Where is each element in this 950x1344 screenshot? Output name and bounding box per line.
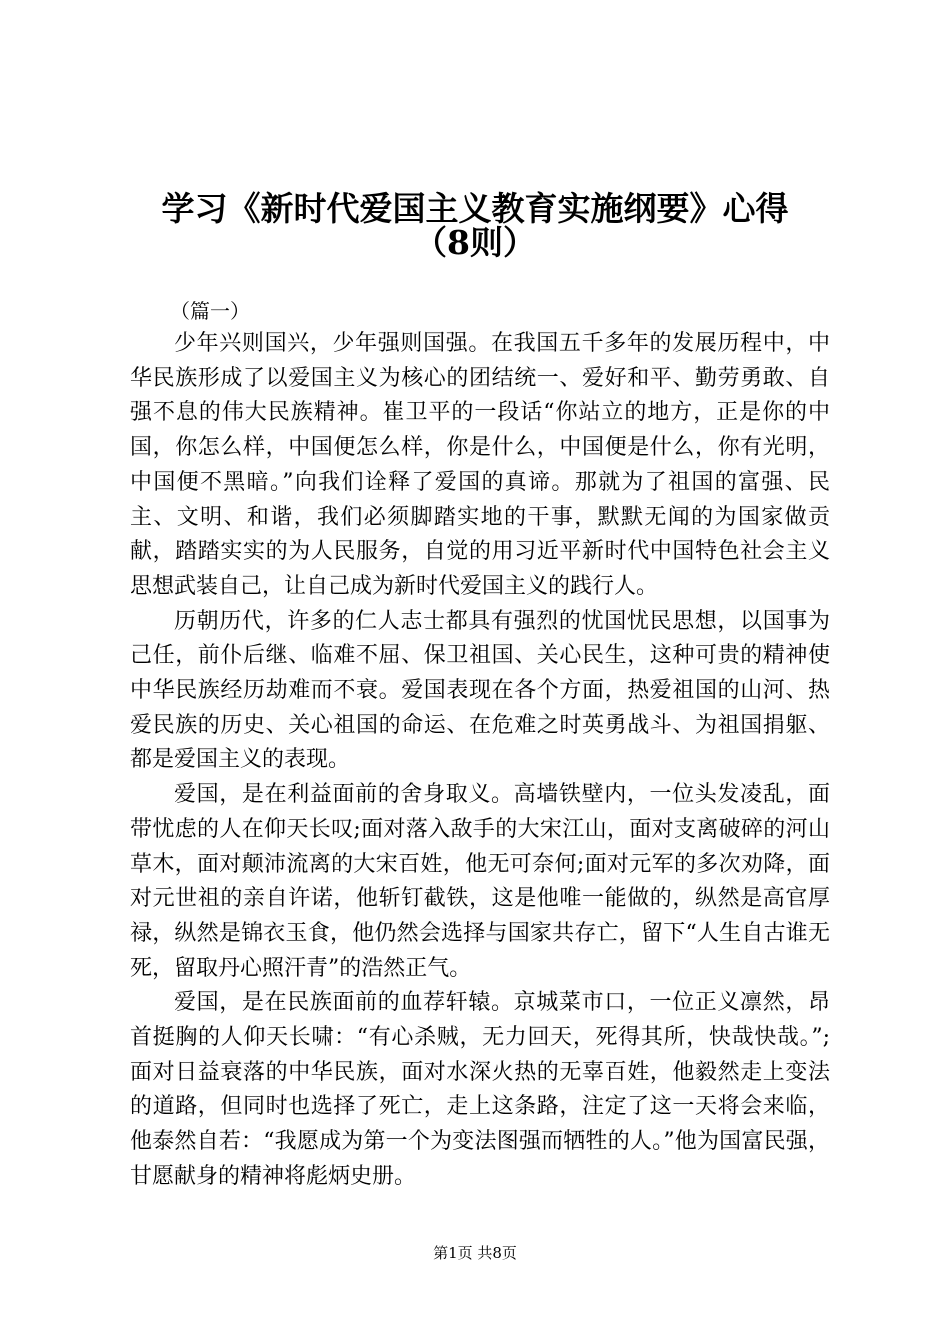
paragraph: 历朝历代，许多的仁人志士都具有强烈的忧国忧民思想，以国事为己任，前仆后继、临难不屈、保卫祖国、关心民生，这种可贵的精神使中华民族经历劫难而不衰。爱国表现在各个方面，热爱祖国的山河、热爱民族的历史、关心祖国的命运、在危难之时英勇战斗、为祖国捐躯、都是爱国主义的表现。: [130, 608, 830, 773]
document-title: 学习《新时代爱国主义教育实施纲要》心得: [161, 189, 789, 228]
document-body: [130, 327, 830, 1195]
page-footer: 第1页 共8页: [433, 1244, 517, 1262]
paragraph: 少年兴则国兴，少年强则国强。在我国五千多年的发展历程中，中华民族形成了以爱国主义为核心的团结统一、爱好和平、勤劳勇敢、自强不息的伟大民族精神。崔卫平的一段话“你站立的地方，正是你的中国，你怎么样，中国便怎么样，你是什么，中国便是什么，你有光明，中国便不黑暗。”向我们诠释了爱国的真谛。那就为了祖国的富强、民主、文明、和谐，我们必须脚踏实地的干事，默默无闻的为国家做贡献，踏踏实实的为人民服务，自觉的用习近平新时代中国特色社会主义思想武装自己，让自己成为新时代爱国主义的践行人。: [130, 331, 830, 599]
paragraph: 爱国，是在利益面前的舍身取义。高墙铁壁内，一位头发凌乱，面带忧虑的人在仰天长叹;面对落入敌手的大宋江山，面对支离破碎的河山草木，面对颠沛流离的大宋百姓，他无可奈何;面对元军的多次劝降，面对元世祖的亲自许诺，他斩钉截铁，这是他唯一能做的，纵然是高官厚禄，纵然是锦衣玉食，他仍然会选择与国家共存亡，留下“人生自古谁无死，留取丹心照汗青”的浩然正气。: [130, 782, 830, 981]
paragraph: 爱国，是在民族面前的血荐轩辕。京城菜市口，一位正义凛然，昂首挺胸的人仰天长啸：“有心杀贼，无力回天，死得其所，快哉快哉。”;面对日益衰落的中华民族，面对水深火热的无辜百姓，他毅然走上变法的道路，但同时也选择了死亡，走上这条路，注定了这一天将会来临，他泰然自若：“我愿成为第一个为变法图强而牺牲的人。”他为国富民强，甘愿献身的精神将彪炳史册。: [130, 990, 830, 1189]
document-title-subline: （8则）: [414, 223, 536, 262]
section-label: （篇一）: [170, 299, 250, 323]
